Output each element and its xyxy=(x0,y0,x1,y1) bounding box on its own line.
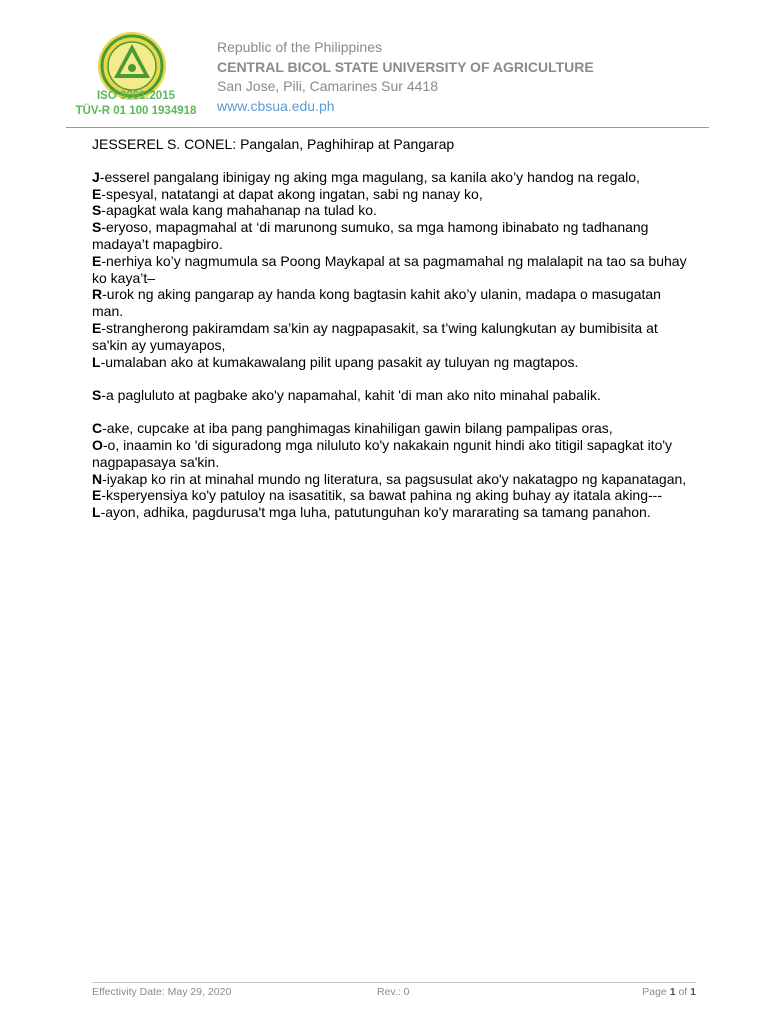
line-text: -strangherong pakiramdam sa’kin ay nagpapasakit, sa t’wing kalungkutan ay bumibisita at sa'kin ay yumayapos, xyxy=(92,319,658,353)
poem-line xyxy=(92,420,692,437)
poem-line xyxy=(92,186,692,203)
header-divider xyxy=(66,127,709,128)
poem-line xyxy=(92,471,692,488)
poem-line xyxy=(92,169,692,186)
line-text: -eryoso, mapagmahal at ‘di marunong sumuko, sa mga hamong ibinabato ng tadhanang madaya’t mapagbiro. xyxy=(92,219,649,252)
acrostic-letter: E xyxy=(92,252,102,269)
poem-line xyxy=(92,253,692,287)
acrostic-letter: J xyxy=(92,168,100,185)
poem-stanza xyxy=(92,169,692,371)
poem-line xyxy=(92,286,692,320)
iso-certification xyxy=(66,89,206,119)
poem-stanza xyxy=(92,420,692,521)
line-text: -ayon, adhika, pagdurusa't mga luha, patutunguhan ko'y mararating sa tamang panahon. xyxy=(100,504,651,521)
tuv-number: TÜV-R 01 100 1934918 xyxy=(75,105,197,117)
institution-block xyxy=(217,38,594,116)
effectivity-date: Effectivity Date: May 29, 2020 xyxy=(92,986,232,998)
line-text: -iyakap ko rin at minahal mundo ng literatura, sa pagsusulat ako'y nakatagpo ng kapanatagan, xyxy=(102,470,687,487)
line-text: -esserel pangalang ibinigay ng aking mga magulang, sa kanila ako’y handog na regalo, xyxy=(99,168,640,185)
acrostic-letter: L xyxy=(92,504,101,521)
page-indicator: Page 1 of 1 xyxy=(642,986,696,998)
line-text: -a pagluluto at pagbake ako'y napamahal, kahit 'di man ako nito minahal pabalik. xyxy=(101,386,601,403)
line-text: -ksperyensiya ko'y patuloy na isasatitik, sa bawat pahina ng aking buhay ay itatala aking--- xyxy=(101,487,662,504)
revision-number: Rev.: 0 xyxy=(377,986,410,998)
acrostic-letter: S xyxy=(92,386,102,403)
poem-content xyxy=(92,136,692,537)
acrostic-letter: R xyxy=(92,286,103,303)
document-footer xyxy=(92,982,696,1003)
poem-stanzas xyxy=(92,169,692,521)
poem-line xyxy=(92,219,692,253)
poem-line xyxy=(92,437,692,471)
republic-label: Republic of the Philippines xyxy=(217,39,382,55)
acrostic-letter: S xyxy=(92,202,102,219)
poem-line xyxy=(92,202,692,219)
poem-title: JESSEREL S. CONEL: Pangalan, Paghihirap at Pangarap xyxy=(92,136,455,152)
poem-stanza xyxy=(92,387,692,404)
acrostic-letter: C xyxy=(92,420,103,437)
line-text: -apagkat wala kang mahahanap na tulad ko. xyxy=(101,202,377,219)
university-address: San Jose, Pili, Camarines Sur 4418 xyxy=(217,78,438,94)
university-website-link[interactable]: www.cbsua.edu.ph xyxy=(217,97,335,114)
document-header xyxy=(0,0,768,130)
poem-line xyxy=(92,320,692,354)
line-text: -ake, cupcake at iba pang panghimagas kinahiligan gawin bilang pampalipas oras, xyxy=(102,420,613,437)
poem-line xyxy=(92,504,692,521)
line-text: -o, inaamin ko 'di siguradong mga niluluto ko'y nakakain ngunit hindi ako titigil sapagkat ito'y nagpapasaya sa'kin. xyxy=(92,436,673,470)
acrostic-letter: E xyxy=(92,185,102,202)
acrostic-letter: O xyxy=(92,436,103,453)
acrostic-letter: L xyxy=(92,353,101,370)
poem-line xyxy=(92,487,692,504)
line-text: -nerhiya ko’y nagmumula sa Poong Maykapal at sa pagmamahal ng malalapit na tao sa buhay ko kaya’t– xyxy=(92,252,687,286)
acrostic-letter: E xyxy=(92,319,102,336)
iso-number: ISO 9001:2015 xyxy=(96,90,175,102)
acrostic-letter: N xyxy=(92,470,103,487)
line-text: -umalaban ako at kumakawalang pilit upang pasakit ay tuluyan ng magtapos. xyxy=(100,353,579,370)
acrostic-letter: E xyxy=(92,487,102,504)
poem-line xyxy=(92,354,692,371)
university-name: CENTRAL BICOL STATE UNIVERSITY OF AGRICULTURE xyxy=(217,58,594,75)
line-text: -urok ng aking pangarap ay handa kong bagtasin kahit ako’y ulanin, madapa o masugatan man. xyxy=(92,286,661,320)
acrostic-letter: S xyxy=(92,219,102,236)
line-text: -spesyal, natatangi at dapat akong ingatan, sabi ng nanay ko, xyxy=(101,185,483,202)
poem-line xyxy=(92,387,692,404)
